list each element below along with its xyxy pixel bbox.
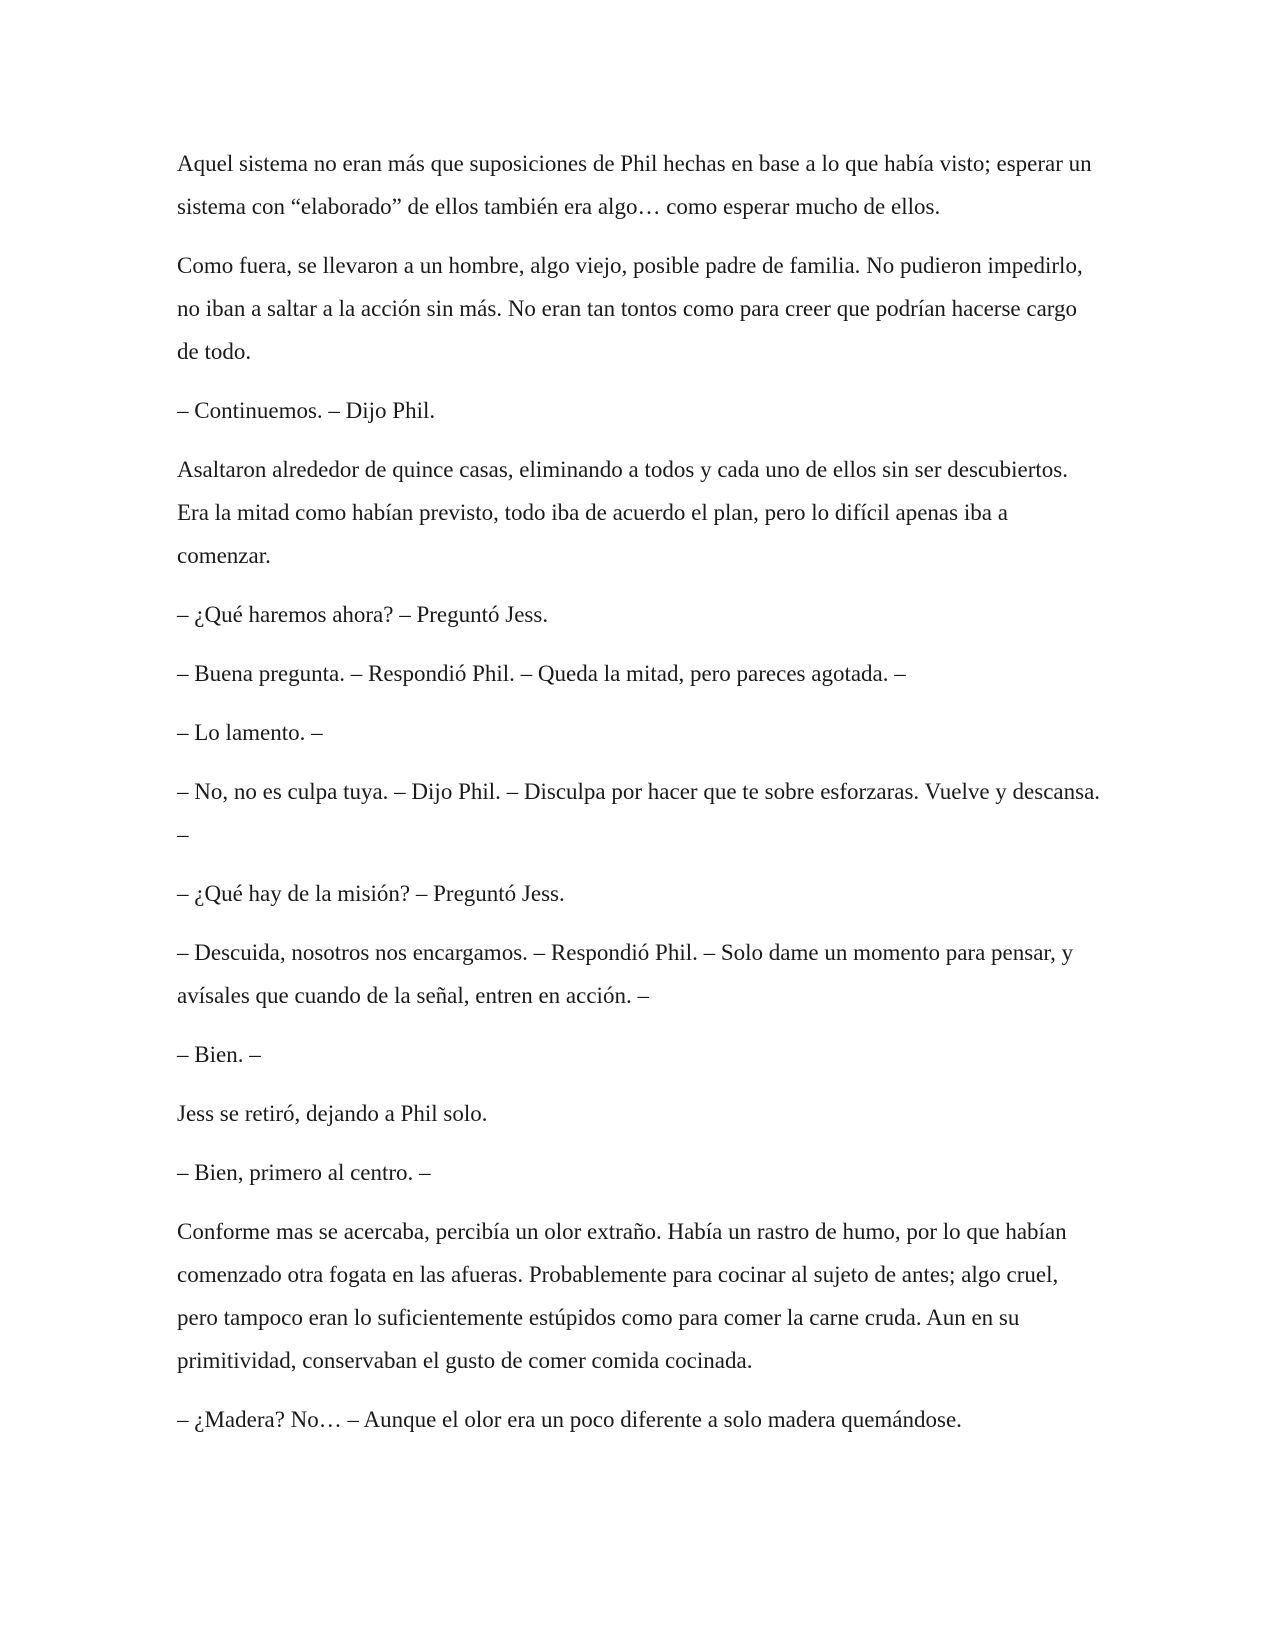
paragraph: Jess se retiró, dejando a Phil solo.: [177, 1101, 488, 1126]
paragraph: Aquel sistema no eran más que suposiciones de Phil hechas en base a lo que había visto; esperar un sistema con “elaborado” de ellos también era algo… como esperar mucho de ellos.: [177, 151, 1092, 219]
document-body: [177, 142, 1102, 1457]
dialogue-line: – Descuida, nosotros nos encargamos. – Respondió Phil. – Solo dame un momento para pensar, y avísales que cuando de la señal, entren en acción. –: [177, 940, 1074, 1008]
dialogue-line: – Bien, primero al centro. –: [177, 1160, 431, 1185]
dialogue-line: – ¿Qué haremos ahora? – Preguntó Jess.: [177, 602, 549, 627]
dialogue-line: – Continuemos. – Dijo Phil.: [177, 398, 436, 423]
paragraph: Asaltaron alrededor de quince casas, eliminando a todos y cada uno de ellos sin ser descubiertos. Era la mitad como habían previsto, todo iba de acuerdo el plan, pero lo difícil apenas iba a comenzar.: [177, 457, 1068, 568]
dialogue-line: – ¿Madera? No… – Aunque el olor era un poco diferente a solo madera quemándose.: [177, 1407, 962, 1432]
dialogue-line: – Bien. –: [177, 1042, 261, 1067]
paragraph: Conforme mas se acercaba, percibía un olor extraño. Había un rastro de humo, por lo que habían comenzado otra fogata en las afueras. Probablemente para cocinar al sujeto de antes; algo cruel, pero tampoco eran lo suficientemente estúpidos como para comer la carne cruda. Aun en su primitividad, conservaban el gusto de comer comida cocinada.: [177, 1219, 1067, 1373]
dialogue-line: – ¿Qué hay de la misión? – Preguntó Jess.: [177, 881, 565, 906]
dialogue-line: – No, no es culpa tuya. – Dijo Phil. – Disculpa por hacer que te sobre esforzaras. Vuelve y descansa. –: [177, 779, 1101, 847]
paragraph: Como fuera, se llevaron a un hombre, algo viejo, posible padre de familia. No pudieron impedirlo, no iban a saltar a la acción sin más. No eran tan tontos como para creer que podrían hacerse cargo de todo.: [177, 253, 1083, 364]
dialogue-line: – Lo lamento. –: [177, 720, 323, 745]
dialogue-line: – Buena pregunta. – Respondió Phil. – Queda la mitad, pero pareces agotada. –: [177, 661, 906, 686]
